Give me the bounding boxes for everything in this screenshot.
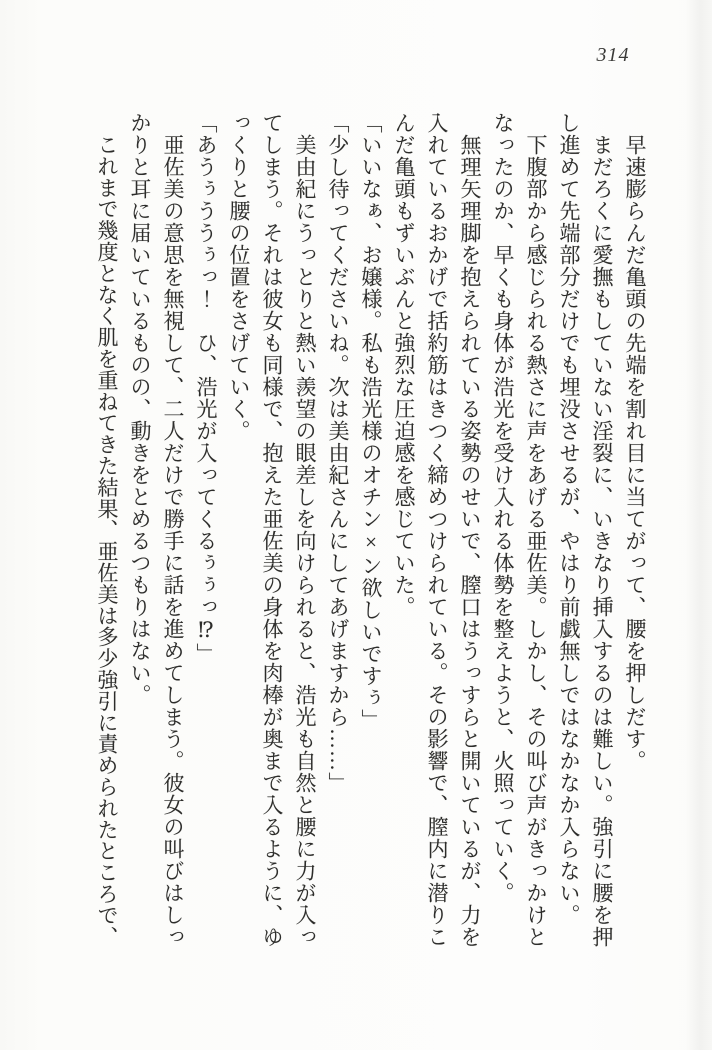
page-number: 314 bbox=[596, 44, 630, 66]
paragraph: まだろくに愛撫もしていない淫裂に、いきなり挿入するのは難しい。強引に腰を押し進めて先端部分だけでも埋没させるが、やはり前戯無しではなかなか入らない。 bbox=[557, 112, 614, 948]
paragraph: 早速膨らんだ亀頭の先端を割れ目に当てがって、腰を押しだす。 bbox=[623, 134, 647, 772]
page-edge-shade bbox=[686, 0, 712, 1050]
paragraph: 無理矢理脚を抱えられている姿勢のせいで、膣口はうっすらと開いているが、力を入れているおかげで括約筋はきつく締めつけられている。その影響で、膣内に潜りこんだ亀頭もずいぶんと強烈な圧迫感を感じていた。 bbox=[392, 112, 482, 948]
paragraph: 美由紀にうっとりと熱い羨望の眼差しを向けられると、浩光も自然と腰に力が入ってしまう。それは彼女も同様で、抱えた亜佐美の身体を肉棒が奥まで入るように、ゆっくりと腰の位置をさげていく。 bbox=[227, 112, 317, 948]
paragraph: 「少し待ってくださいね。次は美由紀さんにしてあげますから……」 bbox=[326, 112, 350, 794]
paragraph: これまで幾度となく肌を重ねてきた結果、亜佐美は多少強引に責められたところで、 bbox=[95, 134, 119, 948]
page-text bbox=[90, 112, 651, 952]
paragraph: 下腹部から感じられる熱さに声をあげる亜佐美。しかし、その叫び声がきっかけとなったのか、早くも身体が浩光を受け入れる体勢を整えようと、火照っていく。 bbox=[491, 112, 548, 948]
paragraph: 「あうぅううぅっ！ ひ、浩光が入ってくるぅぅっ⁉」 bbox=[194, 112, 218, 665]
paragraph: 亜佐美の意思を無視して、二人だけで勝手に話を進めてしまう。彼女の叫びはしっかりと耳に届いているものの、動きをとめるつもりはない。 bbox=[128, 112, 185, 948]
paragraph: 「いいなぁ、お嬢様。私も浩光様のオチン×ン欲しいですぅ」 bbox=[359, 112, 383, 731]
